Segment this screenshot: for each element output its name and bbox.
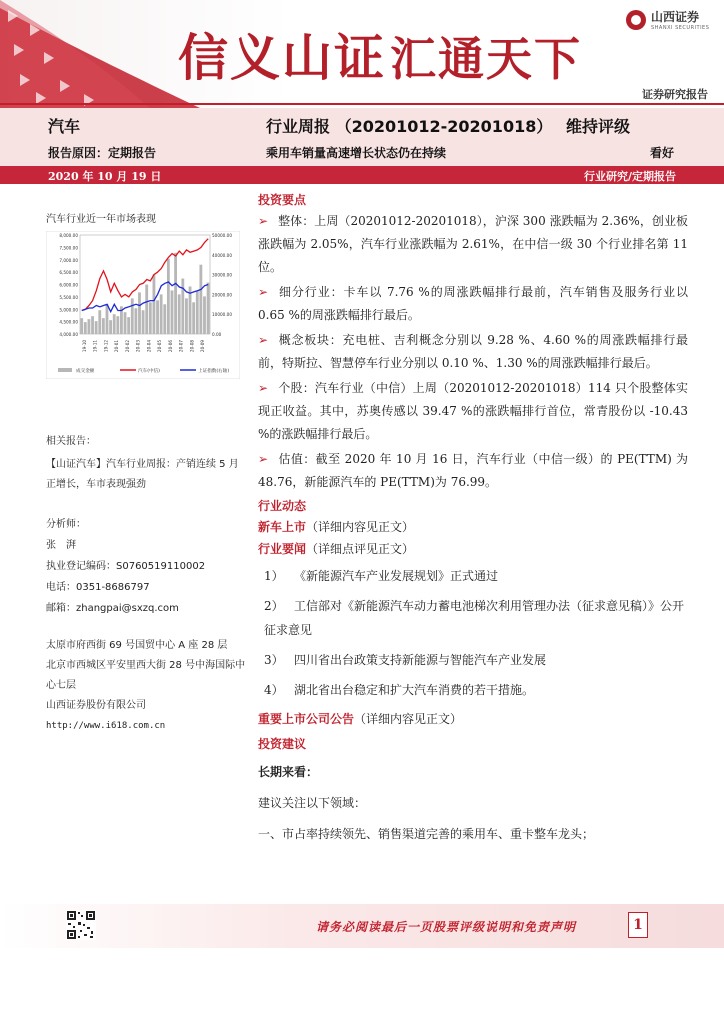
- volume-bar: [185, 298, 188, 334]
- volume-bar: [95, 321, 98, 334]
- address-beijing: 北京市西城区平安里西大街 28 号中海国际中心七层: [46, 660, 246, 691]
- arrow-bullet-icon: ➢: [258, 214, 269, 228]
- x-axis-tick: 19-11: [92, 339, 98, 353]
- announcement-heading: 重要上市公司公告（详细内容见正文）: [258, 712, 463, 726]
- volume-bar: [131, 298, 134, 334]
- qr-code-icon: [66, 910, 96, 940]
- outlook: 看好: [650, 146, 675, 160]
- header-banner: [0, 0, 724, 108]
- news-item: 3） 四川省出台政策支持新能源与智能汽车产业发展: [264, 653, 547, 667]
- left-axis-tick: 4,500.00: [59, 319, 78, 325]
- related-report[interactable]: 【山证汽车】汽车行业周报：产销连续 5 月正增长，车市表现强劲: [46, 459, 239, 490]
- left-axis-tick: 5,500.00: [59, 294, 78, 300]
- report-type: 证券研究报告: [642, 88, 708, 101]
- volume-bar: [124, 312, 127, 334]
- company-name: 山西证券股份有限公司: [46, 700, 146, 711]
- volume-bar: [145, 285, 148, 335]
- right-column: [258, 190, 688, 853]
- volume-bar: [88, 319, 91, 334]
- volume-bar: [102, 318, 105, 334]
- x-axis-tick: 20-06: [167, 339, 173, 353]
- volume-bar: [138, 292, 141, 334]
- x-axis-tick: 20-08: [189, 339, 195, 353]
- volume-bar: [160, 294, 163, 334]
- legend-label: 上证指数(右轴): [198, 369, 230, 374]
- arrow-bullet-icon: ➢: [258, 333, 269, 347]
- volume-bar: [196, 290, 199, 334]
- highlights-title: 投资要点: [258, 193, 307, 207]
- chart-title: 汽车行业近一年市场表现: [46, 214, 156, 225]
- website-link[interactable]: http://www.i618.com.cn: [46, 721, 166, 731]
- x-axis-tick: 20-03: [135, 339, 141, 353]
- volume-bar: [116, 316, 119, 334]
- volume-bar: [113, 314, 116, 334]
- volume-bar: [106, 304, 109, 334]
- volume-bar: [149, 302, 152, 334]
- logo-icon: [626, 10, 646, 30]
- suggestion-item-1: 一、市占率持续领先、销售渠道完善的乘用车、重卡整车龙头；: [258, 827, 595, 841]
- volume-bar: [199, 265, 202, 334]
- volume-bar: [207, 283, 210, 334]
- volume-bar: [142, 310, 145, 334]
- left-axis-tick: 8,000.00: [59, 233, 78, 238]
- volume-bar: [127, 317, 130, 334]
- left-axis-tick: 7,000.00: [59, 257, 78, 263]
- bullet-stocks: ➢ 个股：汽车行业（中信）上周（20201012-20201018）114 只个股整体实现正收益。其中，苏奥传感以 39.47 %的涨跌幅排行首位，常青股份以 -10.43 %的涨跌幅排行最后。: [258, 381, 688, 441]
- longterm-label: 长期来看：: [258, 765, 319, 779]
- suggestion-text: 建议关注以下领域：: [258, 796, 367, 810]
- news-item: 1） 《新能源汽车产业发展规划》正式通过: [264, 569, 499, 583]
- arrow-bullet-icon: ➢: [258, 285, 269, 299]
- x-axis-tick: 20-01: [114, 339, 120, 353]
- slogan-part-b: 汇通天下: [390, 32, 582, 86]
- report-reason: 报告原因：定期报告: [48, 146, 157, 160]
- volume-bar: [109, 320, 112, 334]
- bullet-concept: ➢ 概念板块：充电桩、吉利概念分别以 9.28 %、4.60 %的周涨跌幅排行最前，特斯拉、智慧停车行业分别以 0.10 %、1.30 %的周涨跌幅排行最后。: [258, 333, 688, 370]
- report-department: 行业研究/定期报告: [583, 170, 676, 183]
- page-number: 1: [628, 912, 648, 938]
- market-chart: [46, 231, 240, 379]
- left-column: [46, 210, 246, 736]
- left-axis-tick: 7,500.00: [59, 245, 78, 251]
- chart-frame: [46, 231, 240, 379]
- disclaimer: 请务必阅读最后一页股票评级说明和免责声明: [316, 920, 577, 934]
- left-axis-tick: 5,000.00: [59, 307, 78, 313]
- news-item: 2） 工信部对《新能源汽车动力蓄电池梯次利用管理办法（征求意见稿）》公开征求意见: [264, 599, 685, 637]
- bullet-valuation: ➢ 估值：截至 2020 年 10 月 16 日，汽车行业（中信一级）的 PE(TTM) 为 48.76，新能源汽车的 PE(TTM)为 76.99。: [258, 452, 688, 489]
- advice-title: 投资建议: [258, 737, 307, 751]
- news-heading: 行业要闻（详细点评见正文）: [258, 542, 415, 556]
- report-subtitle: 乘用车销量高速增长状态仍在持续: [266, 146, 447, 160]
- x-axis-tick: 20-05: [157, 339, 163, 353]
- volume-bar: [84, 322, 87, 334]
- analyst-name: 张 湃: [46, 540, 76, 551]
- license-number: 执业登记编码：S0760519110002: [46, 561, 206, 572]
- bullet-subindustry: ➢ 细分行业：卡车以 7.76 %的周涨跌幅排行最前，汽车销售及服务行业以 0.65 %的周涨跌幅排行最后。: [258, 285, 688, 322]
- volume-bar: [171, 290, 174, 334]
- news-item: 4） 湖北省出台稳定和扩大汽车消费的若干措施。: [264, 683, 535, 697]
- x-axis-tick: 19-10: [82, 339, 87, 353]
- left-axis-tick: 4,000.00: [59, 332, 78, 337]
- new-cars-heading: 新车上市（详细内容见正文）: [258, 520, 415, 534]
- volume-bar: [91, 316, 94, 334]
- legend-label: 成交金额: [76, 369, 95, 374]
- industry-name: 汽车: [48, 117, 81, 136]
- report-title: 行业周报 （20201012-20201018）: [266, 117, 553, 136]
- bullet-overall: ➢ 整体：上周（20201012-20201018），沪深 300 涨跌幅为 2.36%，创业板涨跌幅为 2.05%，汽车行业涨跌幅为 2.61%，在中信一级 30 个行业排名第 11 位。: [258, 214, 688, 274]
- arrow-bullet-icon: ➢: [258, 381, 269, 395]
- email[interactable]: 邮箱：zhangpai@sxzq.com: [46, 603, 179, 614]
- legend-swatch: [58, 368, 72, 372]
- volume-bar: [156, 300, 159, 334]
- volume-bar: [98, 310, 101, 334]
- related-label: 相关报告：: [46, 436, 96, 447]
- analyst-label: 分析师：: [46, 519, 86, 530]
- right-axis-tick: 0.00: [212, 332, 222, 337]
- x-axis-tick: 20-09: [200, 339, 205, 353]
- rating: 维持评级: [566, 117, 631, 136]
- report-date: 2020 年 10 月 19 日: [48, 170, 162, 183]
- slogan: [178, 18, 582, 90]
- company-logo: [626, 8, 709, 31]
- volume-bar: [163, 304, 166, 334]
- right-axis-tick: 50000.00: [212, 233, 232, 238]
- right-axis-tick: 10000.00: [212, 312, 232, 318]
- x-axis-tick: 20-02: [124, 339, 130, 353]
- logo-name: 山西证券: [651, 10, 700, 24]
- right-axis-tick: 30000.00: [212, 272, 232, 278]
- left-axis-tick: 6,000.00: [59, 282, 78, 288]
- volume-bar: [181, 279, 184, 334]
- x-axis-tick: 19-12: [103, 339, 109, 353]
- volume-bar: [192, 302, 195, 334]
- arrow-bullet-icon: ➢: [258, 452, 269, 466]
- dynamics-title: 行业动态: [258, 499, 307, 513]
- volume-bar: [153, 275, 156, 334]
- volume-bar: [178, 294, 181, 334]
- right-axis-tick: 40000.00: [212, 252, 232, 258]
- volume-bar: [203, 296, 206, 334]
- phone: 电话：0351-8686797: [46, 582, 150, 593]
- x-axis-tick: 20-04: [146, 339, 152, 353]
- slogan-part-a: 信义山证: [178, 29, 386, 87]
- legend-label: 汽车(中信): [138, 369, 160, 374]
- right-axis-tick: 20000.00: [212, 292, 232, 298]
- address-taiyuan: 太原市府西街 69 号国贸中心 A 座 28 层: [46, 640, 228, 651]
- volume-bar: [174, 253, 177, 334]
- logo-name-en: SHANXI SECURITIES: [651, 25, 710, 31]
- x-axis-tick: 20-07: [178, 339, 184, 353]
- volume-bar: [167, 259, 170, 334]
- volume-bar: [80, 318, 83, 334]
- left-axis-tick: 6,500.00: [59, 270, 78, 276]
- volume-bar: [134, 308, 137, 334]
- date-band: [0, 166, 724, 184]
